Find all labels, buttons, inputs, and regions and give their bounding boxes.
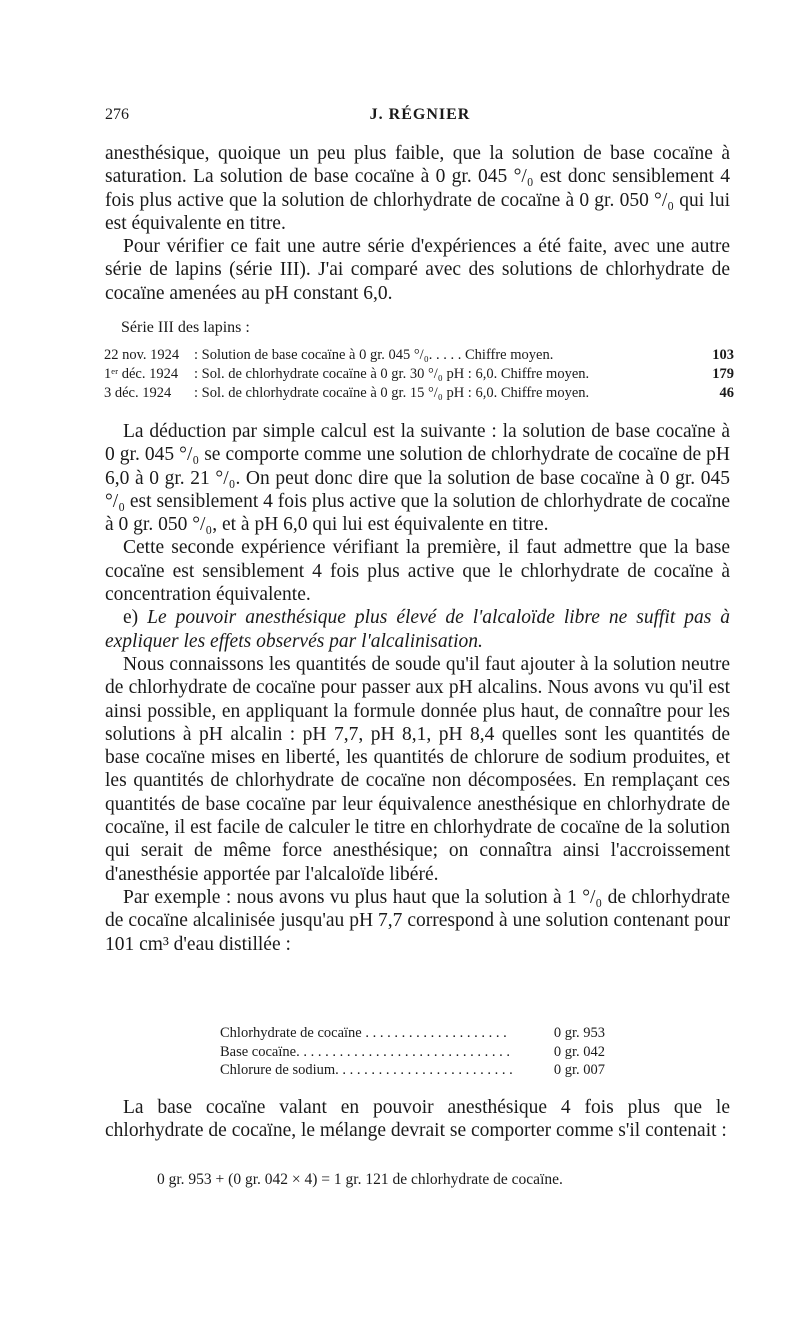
experiment-desc: : Solution de base cocaïne à 0 gr. 045 °/₀. . . . . Chiffre moyen.: [194, 347, 554, 363]
experiment-date: 1ᵉʳ déc. 1924: [104, 366, 179, 382]
experiment-desc: : Sol. de chlorhydrate cocaïne à 0 gr. 15 °/₀ pH : 6,0. Chiffre moyen.: [194, 385, 590, 401]
experiment-row: [104, 365, 734, 384]
composition-label: Base cocaïne. . . . . . . . . . . . . . . . . . . . . . . . . . . . . .: [220, 1043, 510, 1060]
experiment-value: 103: [712, 347, 734, 363]
page-number: 276: [105, 106, 129, 123]
page-header: [105, 106, 735, 126]
composition-amount: 0 gr. 042: [550, 1043, 605, 1062]
composition-row: [220, 1061, 605, 1080]
section-heading: [105, 606, 730, 653]
paragraph: La base cocaïne valant en pouvoir anesthésique 4 fois plus que le chlorhydrate de cocaïne, le mélange devrait se comporter comme s'il contenait :: [105, 1097, 730, 1142]
composition-label: Chlorure de sodium. . . . . . . . . . . . . . . . . . . . . . . . .: [220, 1062, 513, 1078]
experiment-desc: : Sol. de chlorhydrate cocaïne à 0 gr. 30 °/₀ pH : 6,0. Chiffre moyen.: [194, 366, 590, 382]
paragraph: La déduction par simple calcul est la suivante : la solution de base cocaïne à 0 gr. 045 °/₀ se comporte comme une solution de chlorhydrate de cocaïne de pH 6,0 à 0 gr. 21 °/₀. On peut donc dire que la solution de base cocaïne à 0 gr. 045 °/₀ est sensiblement 4 fois plus active que la solution de chlorhydrate de cocaïne à 0 gr. 050 °/₀, et à pH 6,0 qui lui est équivalente en titre.: [105, 421, 730, 536]
section-title: Le pouvoir anesthésique plus élevé de l'alcaloïde libre ne suffit pas à expliquer les effets observés par l'alcalinisation.: [105, 607, 731, 652]
experiment-row: [104, 384, 734, 403]
composition-table: [220, 1024, 605, 1080]
composition-amount: 0 gr. 007: [550, 1061, 605, 1080]
text-block-final: [105, 1096, 730, 1143]
paragraph: anesthésique, quoique un peu plus faible, que la solution de base cocaïne à saturation. La solution de base cocaïne à 0 gr. 045 °/₀ est donc sensiblement 4 fois plus active que la solution de chlorhydrate de cocaïne à 0 gr. 050 °/₀ qui lui est équivalente en titre.: [105, 143, 730, 234]
composition-amount: 0 gr. 953: [550, 1024, 605, 1043]
experiment-date: 22 nov. 1924: [104, 347, 180, 363]
experiment-row: [104, 346, 734, 365]
equation: 0 gr. 953 + (0 gr. 042 × 4) = 1 gr. 121 de chlorhydrate de cocaïne.: [157, 1171, 563, 1188]
text-block-middle: [105, 420, 730, 956]
experiment-list: [104, 346, 734, 403]
composition-row: [220, 1024, 605, 1043]
paragraph: Par exemple : nous avons vu plus haut que la solution à 1 °/₀ de chlorhydrate de cocaïne alcalinisée jusqu'au pH 7,7 correspond à une solution contenant pour 101 cm³ d'eau distillée :: [105, 886, 730, 955]
paragraph: Cette seconde expérience vérifiant la première, il faut admettre que la base cocaïne est sensiblement 4 fois plus active que le chlorhydrate de cocaïne à concentration équivalente.: [105, 537, 730, 606]
composition-label: Chlorhydrate de cocaïne . . . . . . . . . . . . . . . . . . . .: [220, 1025, 507, 1041]
paragraph: Nous connaissons les quantités de soude qu'il faut ajouter à la solution neutre de chlorhydrate de cocaïne pour passer aux pH alcalins. Nous avons vu qu'il est ainsi possible, en appliquant la formule donnée plus haut, de connaître pour les solutions à pH alcalin : pH 7,7, pH 8,1, pH 8,4 quelles sont les quantités de base cocaïne mises en liberté, les quantités de chlorure de sodium produites, et les quantités de chlorhydrate de cocaïne non décomposées. En remplaçant ces quantités de base cocaïne par leur équivalence anesthésique en chlorhydrate de cocaïne, il est facile de calculer le titre en chlorhydrate de cocaïne de la solution qui serait de même force anesthésique; on connaîtra ainsi l'accroissement d'anesthésie apportée par l'alcaloïde libéré.: [105, 653, 730, 885]
experiment-value: 179: [712, 366, 734, 382]
composition-row: [220, 1043, 605, 1062]
text-block-top: [105, 142, 730, 305]
experiment-date: 3 déc. 1924: [104, 385, 172, 401]
serie-label: Série III des lapins :: [121, 319, 250, 336]
paragraph: Pour vérifier ce fait une autre série d'expériences a été faite, avec une autre série de lapins (série III). J'ai comparé avec des solutions de chlorhydrate de cocaïne amenées au pH constant 6,0.: [105, 236, 730, 304]
running-title: J. RÉGNIER: [369, 106, 471, 123]
experiment-value: 46: [719, 385, 734, 401]
section-marker: e): [123, 607, 139, 629]
